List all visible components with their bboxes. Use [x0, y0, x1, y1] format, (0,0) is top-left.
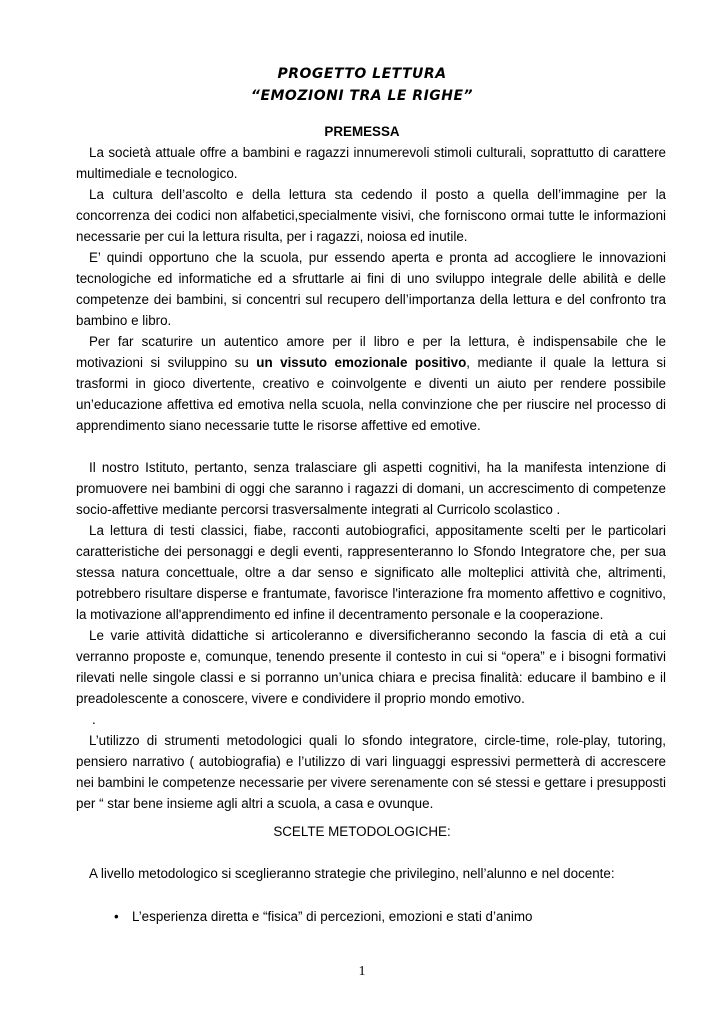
document-title: PROGETTO LETTURA — [277, 66, 447, 82]
bullet-icon: • — [114, 909, 119, 924]
methodology-intro: A livello metodologico si sceglieranno strategie che privilegino, nell’alunno e nel docente: — [89, 866, 615, 881]
paragraph: La società attuale offre a bambini e ragazzi innumerevoli stimoli culturali, soprattutto di carattere multimediale e tecnologico. — [76, 145, 666, 181]
paragraph: La cultura dell’ascolto e della lettura sta cedendo il posto a quella dell’immagine per la concorrenza dei codici non alfabetici,specialmente visivi, che forniscono ormai tutte le informazioni necessarie per cui la lettura risulta, per i ragazzi, noiosa ed inutile. — [76, 187, 666, 244]
paragraph: Le varie attività didattiche si articoleranno e diversificheranno secondo la fascia di età a cui verranno proposte e, comunque, tenendo presente il contesto in cui si “opera” e i bisogni formativi rilevati nelle singole classi e si porranno un’unica chiara e precisa finalità: educare il bambino e il preadolescente a conoscere, vivere e condividere il proprio mondo emotivo. — [76, 628, 666, 706]
paragraph: Il nostro Istituto, pertanto, senza tralasciare gli aspetti cognitivi, ha la manifesta intenzione di promuovere nei bambini di oggi che saranno i ragazzi di domani, un accrescimento di competenze socio-affettive mediante percorsi trasversalmente integrati al Curricolo scolastico . — [76, 460, 666, 517]
paragraph-text: Per far scaturire un autentico amore per il libro e per la lettura, è indispensabile che le motivazioni si sviluppino su — [76, 334, 666, 370]
paragraph-text: , mediante il quale la lettura si trasformi in gioco divertente, creativo e coinvolgente e diventi un aiuto per rendere possibile un’educazione affettiva ed emotiva nella scuola, nella convinzione che per riuscire nel processo di apprendimento siano necessarie tutte le risorse affettive ed emotive. — [76, 355, 666, 433]
document-subtitle: “EMOZIONI TRA LE RIGHE” — [250, 88, 474, 104]
paragraph — [76, 331, 666, 436]
page-number: 1 — [358, 964, 366, 979]
stray-dot: . — [92, 712, 96, 727]
list-item — [114, 906, 532, 927]
paragraph: L’utilizzo di strumenti metodologici quali lo sfondo integratore, circle-time, role-play, tutoring, pensiero narrativo ( autobiografia) e l’utilizzo di vari linguaggi espressivi permetterà di accrescere nei bambini le competenze necessarie per vivere serenamente con sé stessi e gettare i presupposti per “ star bene insieme agli altri a scuola, a casa e ovunque. — [76, 733, 666, 811]
paragraph: La lettura di testi classici, fiabe, racconti autobiografici, appositamente scelti per le particolari caratteristiche dei personaggi e degli eventi, rappresenteranno lo Sfondo Integratore che, per sua stessa natura concettuale, oltre a dar senso e significato alle molteplici attività che, altrimenti, potrebbero risultare disperse e frantumate, favorisce l'interazione fra momento affettivo e cognitivo, la motivazione all'apprendimento ed infine il decentramento personale e la cooperazione. — [76, 523, 666, 622]
section-heading-premessa: PREMESSA — [324, 124, 400, 139]
paragraph: E’ quindi opportuno che la scuola, pur essendo aperta e pronta ad accogliere le innovazioni tecnologiche ed informatiche ed a sfruttarle ai fini di uno sviluppo integrale delle abilità e delle competenze dei bambini, si concentri sul recupero dell’importanza della lettura e del confronto tra bambino e libro. — [76, 250, 666, 328]
emphasis-text: un vissuto emozionale positivo — [256, 355, 467, 370]
list-item-text: L’esperienza diretta e “fisica” di percezioni, emozioni e stati d’animo — [132, 909, 533, 924]
section-heading-scelte: SCELTE METODOLOGICHE: — [273, 824, 451, 839]
paragraph-spacer — [76, 436, 666, 457]
premessa-body — [76, 142, 666, 814]
